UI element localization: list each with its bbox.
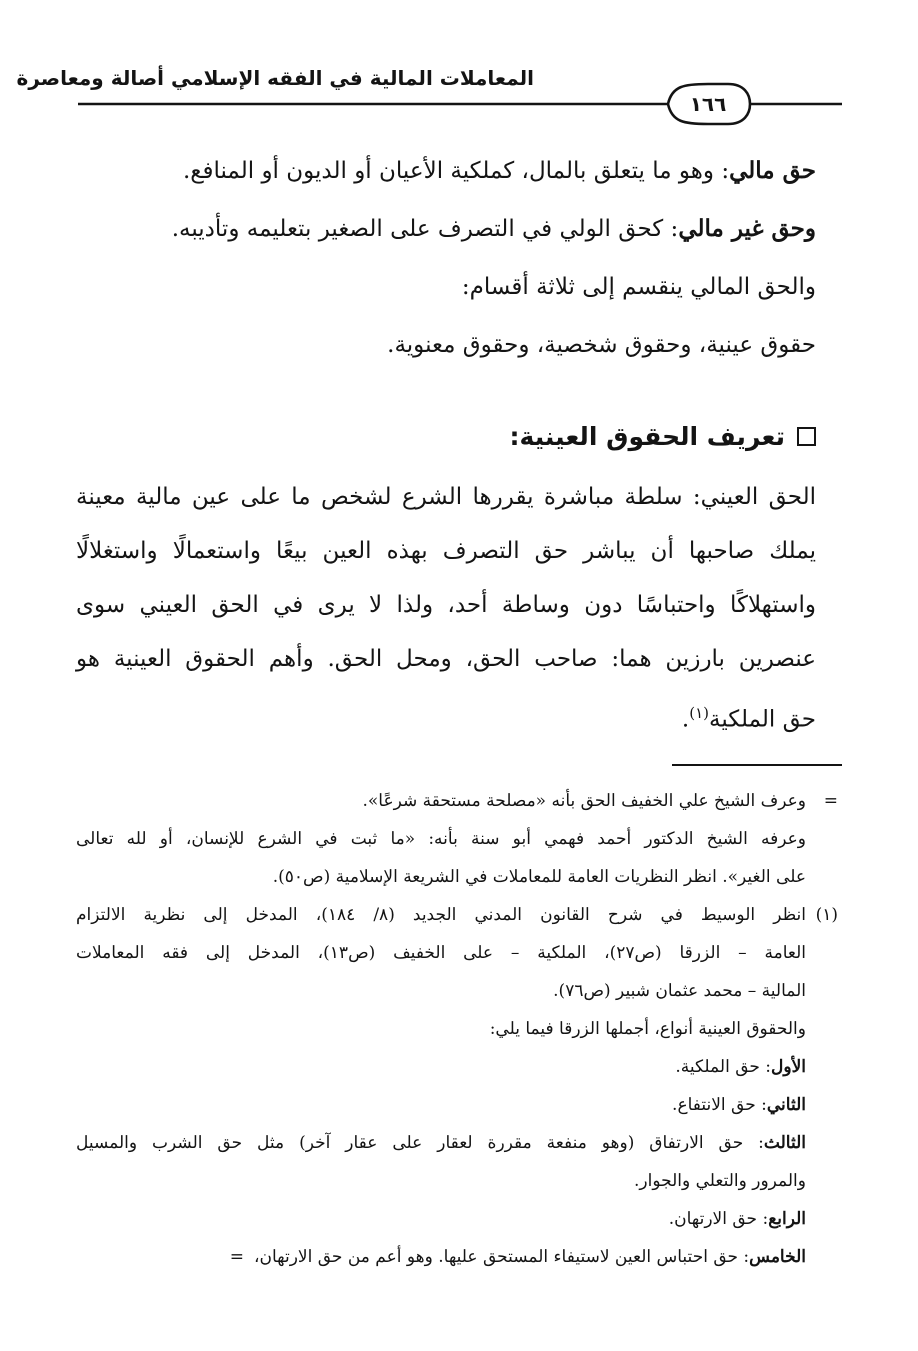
list-item-third: الثالث: حق الارتفاق (وهو منفعة مقررة لعقار على عقار آخر) مثل حق الشرب والمسيل: [76, 1133, 806, 1153]
list-item-second: الثاني: حق الانتفاع.: [672, 1095, 806, 1115]
continuation-marker: =: [229, 1247, 244, 1267]
page-number: ١٦٦: [689, 92, 727, 116]
list-item-first: الأول: حق الملكية.: [675, 1057, 806, 1077]
footnotes: [76, 782, 838, 1276]
paragraph-line: يملك صاحبها أن يباشر حق التصرف بهذه العين بيعًا واستعمالًا واستغلالًا: [76, 538, 816, 564]
footnote-line: انظر الوسيط في شرح القانون المدني الجديد (٨/ ١٨٤)، المدخل إلى نظرية الالتزام: [76, 905, 806, 925]
footnote-line: والحقوق العينية أنواع، أجملها الزرقا فيما يلي:: [489, 1019, 806, 1039]
body-line-4: حقوق عينية، وحقوق شخصية، وحقوق معنوية.: [387, 332, 816, 358]
footnote-line: وعرف الشيخ علي الخفيف الحق بأنه «مصلحة مستحقة شرعًا».: [362, 791, 806, 811]
body-line-1: حق مالي: وهو ما يتعلق بالمال، كملكية الأعيان أو الديون أو المنافع.: [182, 157, 816, 184]
footnote-separator: [672, 764, 842, 766]
footnote-line: على الغير». انظر النظريات العامة للمعاملات في الشريعة الإسلامية (ص٥٠).: [272, 867, 806, 887]
definition-paragraph: [76, 470, 816, 747]
section-heading: تعريف الحقوق العينية:: [510, 412, 816, 462]
term-non-financial-right: وحق غير مالي: [678, 215, 816, 242]
paragraph-line: الحق العيني: سلطة مباشرة يقررها الشرع لشخص ما على عين مالية معينة: [76, 484, 816, 510]
body-line-2: وحق غير مالي: كحق الولي في التصرف على الصغير بتعليمه وتأديبه.: [171, 215, 816, 242]
footnote-reference: (١): [689, 704, 709, 722]
body-line-3: والحق المالي ينقسم إلى ثلاثة أقسام:: [461, 274, 816, 300]
paragraph-line: عنصرين بارزين هما: صاحب الحق، ومحل الحق. وأهم الحقوق العينية هو: [76, 646, 816, 672]
footnote-line: المالية – محمد عثمان شبير (ص٧٦).: [553, 981, 806, 1001]
footnote-continuation: [76, 782, 838, 896]
list-item-fifth: الخامس: حق احتباس العين لاستيفاء المستحق عليها. وهو أعم من حق الارتهان،=: [76, 1238, 806, 1276]
footnote-line: العامة – الزرقا (ص٢٧)، الملكية – على الخفيف (ص١٣)، المدخل إلى فقه المعاملات: [76, 943, 806, 963]
paragraph-line: واستهلاكًا واحتباسًا دون وساطة أحد، ولذا لا يرى في الحق العيني سوى: [76, 592, 816, 618]
list-item-fourth: الرابع: حق الارتهان.: [668, 1209, 806, 1229]
footnote-number: (١): [815, 905, 838, 925]
body-text: [76, 142, 816, 374]
term-financial-right: حق مالي: [729, 157, 816, 184]
footnote-line: وعرفه الشيخ الدكتور أحمد فهمي أبو سنة بأنه: «ما ثبت في الشرع للإنسان، أو لله تعالى: [76, 829, 806, 849]
continuation-marker: =: [823, 791, 838, 811]
list-item-third-continued: والمرور والتعلي والجوار.: [634, 1171, 806, 1191]
paragraph-last-line: حق الملكية$^{(١)}$.: [681, 704, 816, 733]
checkbox-bullet-icon: [797, 427, 816, 446]
running-title: المعاملات المالية في الفقه الإسلامي أصالة ومعاصرة: [16, 66, 534, 90]
footnote-1: [76, 896, 838, 1276]
